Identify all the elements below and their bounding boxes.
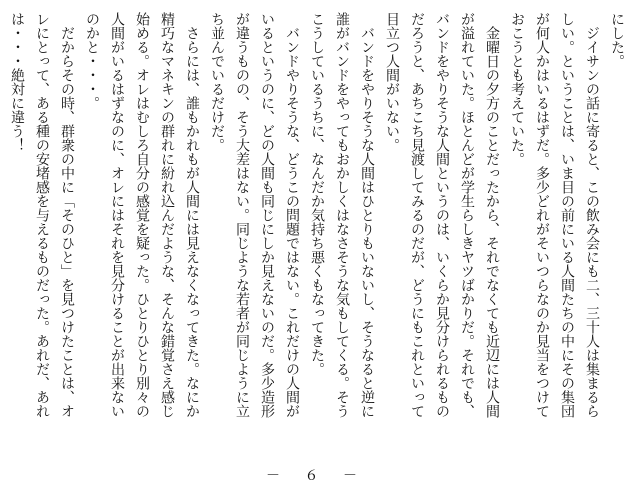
text-line: ち並んでいるだけだ。 (209, 12, 225, 152)
text-line: 精巧なマネキンの群れに紛れ込んだような、そんな錯覚さえ感じ (159, 12, 175, 418)
text-line: いるというのに、どの人間も同じにしか見えないのだ。多少造形 (259, 12, 275, 418)
text-line: バンドやりそうな、どうこの問題ではない。これだけの人間が (284, 12, 300, 418)
text-line: こうしているうちに、なんだか気持ち悪くもなってきた。 (309, 12, 325, 376)
text-line: 誰がバンドをやってもおかしくはなさそうな気もしてくる。そう (334, 12, 350, 418)
text-line: が溢れていた。ほとんどが学生らしきヤツばかりだ。それでも、 (459, 12, 475, 418)
text-line: だろうと、あちこち見渡してみるのだが、どうにもこれといって (409, 12, 425, 418)
text-line: が違うものの、そう大差はない。同じような若者が同じように立 (234, 12, 250, 418)
text-line: にした。 (609, 12, 625, 68)
page-number: － ６ － (266, 468, 367, 484)
text-line: が何人かはいるはずだ。多少どれがそいつらなのか見当をつけて (534, 12, 550, 418)
text-line: 人間がいるはずなのに、オレにはそれを見分けることが出来ない (109, 12, 125, 418)
text-line: 目立つ人間がいない。 (384, 12, 400, 152)
text-line: おこうとも考えていた。 (509, 12, 525, 166)
text-line: バンドをやりそうな人間というのは、いくらか見分けられるもの (434, 12, 450, 418)
text-line: は・・・絶対に違う！ (9, 12, 25, 152)
text-line: ジイサンの話に寄ると、この飲み会にも二、三十人は集まるら (584, 12, 600, 418)
text-line: のかと・・・。 (84, 12, 100, 110)
text-line: バンドをやりそうな人間はひとりもいないし、そうなると逆に (359, 12, 375, 418)
text-line: しい。ということは、いま目の前にいる人間たちの中にその集団 (559, 12, 575, 418)
text-line: レにとって、ある種の安堵感を与えるものだった。あれだ、あれ (34, 12, 50, 418)
vertical-text-body (4, 12, 629, 456)
text-line: 始める。オレはむしろ自分の感覚を疑った。ひとりひとり別々の (134, 12, 150, 418)
text-line: だからその時、群衆の中に「そのひと」を見つけたことは、オ (59, 12, 75, 418)
text-line: さらには、誰もかれもが人間には見えなくなってきた。なにか (184, 12, 200, 418)
text-line: 金曜日の夕方のことだったから、それでなくても近辺には人間 (484, 12, 500, 418)
